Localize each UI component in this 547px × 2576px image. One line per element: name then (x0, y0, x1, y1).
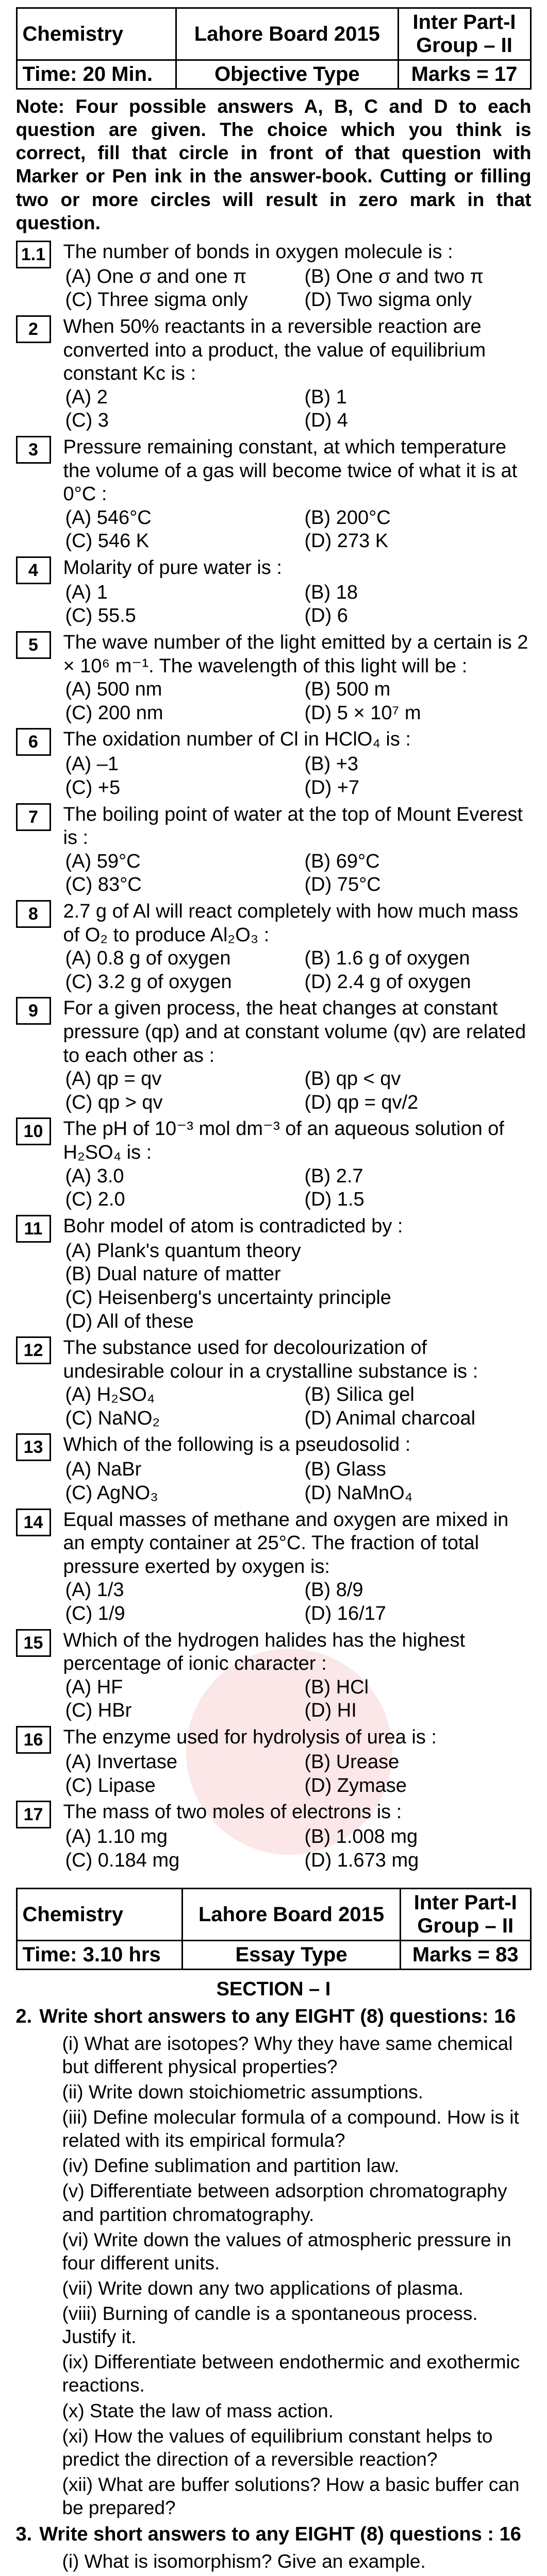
subject-cell: Chemistry (16, 8, 176, 60)
mcq-number: 14 (16, 1509, 51, 1536)
mcq-option: (A) qp = qv (65, 1068, 162, 1090)
short-question-item: (vii) Write down any two applications of plasma. (62, 2277, 464, 2299)
mcq-option: (D) Zymase (304, 1774, 407, 1797)
mcq-option: (D) 16/17 (304, 1603, 386, 1625)
short-question-heading (16, 2522, 532, 2546)
mcq-option: (D) 4 (304, 410, 348, 432)
mcq-item (16, 631, 532, 725)
mcq-number: 13 (16, 1433, 51, 1461)
type-cell-2: Essay Type (183, 1941, 401, 1970)
mcq-number: 7 (16, 803, 51, 831)
mcq-options (63, 1383, 532, 1430)
mcq-list (16, 241, 532, 1873)
mcq-option: (D) Animal charcoal (304, 1407, 476, 1429)
mcq-option: (B) One σ and two π (304, 265, 484, 287)
mcq-question: For a given process, the heat changes at constant pressure (qp) and at constant volume (qv) are related to each other as : (63, 997, 526, 1066)
mcq-options (63, 1825, 532, 1872)
mcq-question: The wave number of the light emitted by a certain is 2 × 10⁶ m⁻¹. The wavelength of this light will be : (63, 632, 528, 677)
mcq-options (63, 1579, 532, 1625)
short-question-item: (xi) How the values of equilibrium constant helps to predict the direction of a reversible reaction? (62, 2425, 493, 2470)
marks-cell-2: Marks = 83 (401, 1941, 531, 1970)
mcq-option: (D) 6 (304, 605, 348, 627)
mcq-item (16, 315, 532, 433)
mcq-options (63, 1676, 532, 1723)
mcq-item (16, 1117, 532, 1211)
mcq-option: (D) 75°C (304, 874, 381, 896)
mcq-option: (D) +7 (304, 777, 360, 799)
mcq-option: (A) Plank's quantum theory (65, 1240, 301, 1262)
mcq-option: (B) HCl (304, 1676, 369, 1698)
mcq-option: (B) 1 (304, 386, 347, 408)
mcq-option: (C) qp > qv (65, 1091, 163, 1113)
mcq-number: 1.1 (16, 241, 51, 268)
mcq-item (16, 436, 532, 553)
mcq-question: The boiling point of water at the top of Mount Everest is : (63, 803, 523, 849)
mcq-option: (D) 1.5 (304, 1189, 364, 1211)
mcq-option: (C) AgNO₃ (65, 1482, 158, 1504)
mcq-question: Bohr model of atom is contradicted by : (63, 1215, 403, 1237)
mcq-option: (D) 273 K (304, 530, 389, 552)
mcq-number: 10 (16, 1117, 51, 1145)
short-question-item: (vi) Write down the values of atmospheric pressure in four different units. (62, 2229, 511, 2274)
mcq-option: (C) 83°C (65, 874, 142, 896)
mcq-option: (A) HF (65, 1676, 123, 1698)
mcq-option: (C) 200 nm (65, 702, 163, 724)
mcq-option: (C) Heisenberg's uncertainty principle (65, 1286, 391, 1309)
mcq-option: (B) 2.7 (304, 1165, 363, 1187)
mcq-options (63, 386, 532, 433)
mcq-number: 4 (16, 556, 51, 584)
mcq-item (16, 997, 532, 1114)
mcq-options (63, 678, 532, 725)
mcq-item (16, 556, 532, 628)
board-cell-2: Lahore Board 2015 (183, 1889, 401, 1941)
mcq-option: (B) 18 (304, 581, 358, 603)
essay-header (16, 1888, 532, 1970)
mcq-options (63, 1067, 532, 1114)
mcq-option: (C) NaNO₂ (65, 1407, 160, 1429)
time-cell: Time: 20 Min. (16, 60, 176, 89)
mcq-option: (B) 8/9 (304, 1579, 363, 1601)
mcq-question: The pH of 10⁻³ mol dm⁻³ of an aqueous solution of H₂SO₄ is : (63, 1118, 504, 1163)
mcq-option: (A) 59°C (65, 850, 141, 872)
mcq-item (16, 1433, 532, 1505)
mcq-option: (C) 2.0 (65, 1189, 125, 1211)
mcq-option: (C) 3.2 g of oxygen (65, 971, 232, 993)
mcq-option: (D) 1.673 mg (304, 1849, 419, 1871)
mcq-number: 3 (16, 436, 51, 464)
mcq-option: (A) 500 nm (65, 679, 162, 701)
mcq-number: 9 (16, 997, 51, 1025)
mcq-option: (C) Three sigma only (65, 289, 248, 311)
mcq-item (16, 1509, 532, 1626)
mcq-item (16, 1336, 532, 1430)
short-question-instruction: Write short answers to any EIGHT (8) questions : 16 (39, 2523, 521, 2546)
board-cell: Lahore Board 2015 (176, 8, 398, 60)
mcq-options (63, 581, 532, 628)
mcq-option: (B) +3 (304, 753, 359, 775)
mcq-option: (B) Urease (304, 1751, 400, 1773)
short-question-item: (i) What are isotopes? Why they have same chemical but different physical properties? (62, 2032, 513, 2077)
mcq-number: 5 (16, 631, 51, 659)
short-question-item: (ii) Write down stoichiometric assumptions. (62, 2081, 423, 2103)
mcq-option: (B) 200°C (304, 506, 391, 529)
mcq-question: Equal masses of methane and oxygen are mixed in an empty container at 25°C. The fraction of total pressure exerted by oxygen is: (63, 1509, 509, 1578)
mcq-item (16, 728, 532, 800)
mcq-number: 11 (16, 1215, 51, 1243)
short-question-number: 2. (15, 2006, 32, 2028)
mcq-option: (B) 500 m (304, 679, 391, 701)
short-question-item: (xii) What are buffer solutions? How a basic buffer can be prepared? (62, 2473, 520, 2519)
mcq-options (63, 1165, 532, 1212)
mcq-option: (B) 69°C (304, 850, 380, 872)
mcq-option: (D) 5 × 10⁷ m (304, 702, 421, 724)
short-question-heading (16, 2005, 532, 2028)
mcq-option: (D) qp = qv/2 (304, 1091, 419, 1113)
mcq-option: (B) qp < qv (304, 1068, 401, 1090)
mcq-option: (D) All of these (65, 1310, 194, 1332)
mcq-number: 16 (16, 1726, 51, 1754)
mcq-question: 2.7 g of Al will react completely with how much mass of O₂ to produce Al₂O₃ : (63, 901, 519, 946)
mcq-options (63, 1751, 532, 1798)
mcq-option: (A) 1 (65, 581, 108, 603)
mcq-options (63, 753, 532, 800)
mcq-option: (A) 1/3 (65, 1579, 124, 1601)
short-question-item: (iv) Define sublimation and partition law. (62, 2155, 400, 2177)
mcq-question: The substance used for decolourization of undesirable colour in a crystalline substance is : (63, 1337, 478, 1382)
mcq-option: (B) Dual nature of matter (65, 1263, 281, 1285)
mcq-options (63, 265, 532, 312)
mcq-options (63, 506, 532, 553)
mcq-option: (D) NaMnO₄ (304, 1482, 413, 1504)
mcq-option: (B) 1.008 mg (304, 1826, 418, 1848)
short-question-item: (viii) Burning of candle is a spontaneous process. Justify it. (62, 2303, 478, 2348)
time-cell-2: Time: 3.10 hrs (16, 1941, 183, 1970)
mcq-number: 2 (16, 315, 51, 343)
mcq-question: The number of bonds in oxygen molecule is : (63, 241, 453, 263)
short-question-item: (v) Differentiate between adsorption chromatography and partition chromatography. (62, 2180, 507, 2225)
type-cell: Objective Type (176, 60, 398, 89)
subject-cell-2: Chemistry (16, 1889, 183, 1941)
mcq-number: 8 (16, 900, 51, 928)
mcq-option: (A) 3.0 (65, 1165, 124, 1187)
mcq-number: 15 (16, 1629, 51, 1657)
mcq-option: (A) 0.8 g of oxygen (65, 947, 231, 970)
objective-note: Note: Four possible answers A, B, C and D to each question are given. The choice which you think is correct, fill that circle in front of that question with Marker or Pen ink in the answer-book. Cutting or filling two or more circles will result in zero mark in that question. (15, 96, 532, 233)
mcq-options (63, 1458, 532, 1505)
mcq-option: (C) 546 K (65, 530, 150, 552)
mcq-options (63, 947, 532, 994)
mcq-option: (B) 1.6 g of oxygen (304, 947, 470, 970)
mcq-item (16, 900, 532, 994)
mcq-option: (A) One σ and one π (65, 265, 247, 287)
mcq-question: When 50% reactants in a reversible reaction are converted into a product, the value of equilibrium constant Kc is : (63, 315, 486, 385)
mcq-item (16, 1629, 532, 1723)
mcq-option: (C) +5 (65, 777, 121, 799)
part-cell: Inter Part-I Group – II (398, 8, 531, 60)
short-question-item: (ix) Differentiate between endothermic and exothermic reactions. (62, 2351, 520, 2396)
mcq-question: Which of the following is a pseudosolid : (63, 1434, 411, 1456)
mcq-number: 17 (16, 1801, 51, 1828)
mcq-question: The mass of two moles of electrons is : (63, 1801, 402, 1823)
mcq-option: (B) Silica gel (304, 1384, 415, 1406)
short-question-number: 3. (15, 2523, 32, 2546)
mcq-number: 12 (16, 1336, 51, 1364)
mcq-option: (A) H₂SO₄ (65, 1384, 155, 1406)
mcq-item (16, 1726, 532, 1798)
section-1-heading: SECTION – I (216, 1978, 331, 2001)
marks-cell: Marks = 17 (398, 60, 531, 89)
mcq-option: (A) 2 (65, 386, 108, 408)
mcq-option: (A) Invertase (65, 1751, 178, 1773)
short-question-item: (i) What is isomorphism? Give an example. (62, 2550, 426, 2572)
mcq-option: (C) 0.184 mg (65, 1849, 180, 1871)
mcq-item (16, 1801, 532, 1872)
mcq-options (63, 850, 532, 897)
mcq-option: (C) 55.5 (65, 605, 136, 627)
paper-page (16, 0, 532, 2576)
mcq-option: (C) HBr (65, 1700, 132, 1722)
mcq-question: Molarity of pure water is : (63, 556, 282, 579)
short-question-item: (x) State the law of mass action. (62, 2400, 334, 2421)
short-question-instruction: Write short answers to any EIGHT (8) questions: 16 (39, 2006, 516, 2028)
mcq-question: The oxidation number of Cl in HClO₄ is : (63, 728, 411, 751)
mcq-item (16, 241, 532, 312)
mcq-option: (A) 546°C (65, 506, 152, 529)
mcq-option: (C) Lipase (65, 1774, 156, 1797)
mcq-option: (D) HI (304, 1700, 357, 1722)
objective-header (16, 7, 532, 90)
mcq-option: (A) 1.10 mg (65, 1826, 168, 1848)
short-questions (16, 2005, 532, 2576)
part-cell-2: Inter Part-I Group – II (401, 1889, 531, 1941)
mcq-option: (D) Two sigma only (304, 289, 472, 311)
mcq-item (16, 803, 532, 897)
mcq-question: Pressure remaining constant, at which temperature the volume of a gas will become twice of what it is at 0°C : (63, 436, 518, 505)
mcq-item (16, 1215, 532, 1333)
mcq-options (63, 1240, 532, 1333)
mcq-option: (A) NaBr (65, 1459, 142, 1481)
mcq-option: (C) 3 (65, 410, 109, 432)
mcq-number: 6 (16, 728, 51, 756)
mcq-question: Which of the hydrogen halides has the highest percentage of ionic character : (63, 1629, 466, 1675)
mcq-option: (A) –1 (65, 753, 119, 775)
mcq-question: The enzyme used for hydrolysis of urea is : (63, 1726, 437, 1748)
mcq-option: (C) 1/9 (65, 1603, 125, 1625)
mcq-option: (B) Glass (304, 1459, 386, 1481)
short-question-item: (iii) Define molecular formula of a compound. How is it related with its empirical formula? (62, 2107, 519, 2151)
mcq-option: (D) 2.4 g of oxygen (304, 971, 471, 993)
